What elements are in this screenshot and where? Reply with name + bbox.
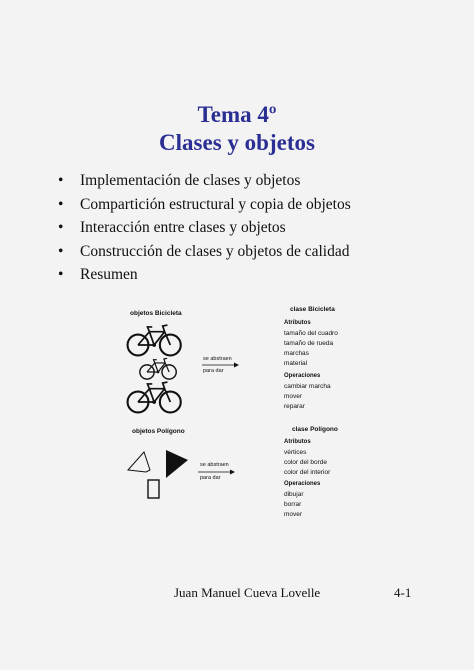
footer-page-number: 4-1	[394, 585, 412, 600]
bike-class-title: clase Bicicleta	[290, 306, 335, 313]
bullet-text: Compartición estructural y copia de objetos	[80, 195, 351, 213]
bullet-item	[58, 216, 351, 240]
slide-title-line2: Clases y objetos	[159, 130, 315, 155]
bike-op: reparar	[284, 403, 305, 410]
triangle-icon	[166, 450, 188, 478]
bike-arrow-bottom-label: para dar	[203, 368, 224, 374]
poly-op: mover	[284, 511, 303, 518]
bullet-item	[58, 169, 351, 193]
bike-attr: tamaño de rueda	[284, 340, 334, 347]
bike-objects-label: objetos Bicicleta	[130, 310, 182, 317]
poly-attr: color del borde	[284, 459, 327, 466]
bullet-text: Implementación de clases y objetos	[80, 172, 301, 189]
poly-objects-label: objetos Polígono	[132, 428, 185, 435]
bullet-text: Construcción de clases y objetos de calidad	[80, 242, 350, 260]
bike-attr: marchas	[284, 350, 309, 357]
bicycle-icon	[128, 325, 181, 355]
bullet-item	[58, 240, 351, 264]
bullet-dot-icon: •	[58, 266, 64, 283]
bike-op: mover	[284, 393, 303, 400]
bullet-dot-icon: •	[58, 219, 64, 236]
poly-attr: color del interior	[284, 469, 331, 476]
irregular-polygon-icon	[128, 452, 150, 472]
poly-attr: vértices	[284, 449, 307, 456]
poly-ops-heading: Operaciones	[284, 481, 321, 487]
poly-class-title: clase Polígono	[292, 426, 338, 433]
abstract-arrow-icon	[198, 470, 235, 475]
poly-op: borrar	[284, 501, 302, 508]
poly-attrs-heading: Atributos	[284, 439, 311, 445]
abstraction-figure	[118, 300, 378, 530]
poly-arrow-bottom-label: para dar	[200, 475, 221, 481]
bike-attrs-heading: Atributos	[284, 320, 311, 326]
poly-arrow-top-label: se abstraen	[200, 462, 229, 468]
bullet-list	[58, 169, 351, 287]
bullet-dot-icon: •	[58, 195, 64, 213]
bullet-item	[58, 193, 351, 217]
bullet-dot-icon: •	[58, 172, 64, 189]
bike-arrow-top-label: se abstraen	[203, 356, 232, 362]
rectangle-icon	[148, 480, 159, 498]
bike-attr: material	[284, 360, 308, 367]
bullet-dot-icon: •	[58, 242, 64, 260]
bike-op: cambiar marcha	[284, 383, 331, 390]
bicycle-icon	[140, 358, 176, 379]
poly-op: dibujar	[284, 491, 304, 498]
abstract-arrow-icon	[202, 363, 239, 368]
slide-title-line1: Tema 4º	[197, 102, 277, 127]
bullet-text: Resumen	[80, 266, 138, 283]
bike-attr: tamaño del cuadro	[284, 330, 338, 337]
bike-ops-heading: Operaciones	[284, 373, 321, 379]
footer-author: Juan Manuel Cueva Lovelle	[174, 585, 321, 600]
bullet-item	[58, 263, 351, 287]
figure-drawings	[118, 300, 378, 530]
bicycle-icon	[128, 382, 181, 412]
bullet-text: Interacción entre clases y objetos	[80, 219, 286, 236]
